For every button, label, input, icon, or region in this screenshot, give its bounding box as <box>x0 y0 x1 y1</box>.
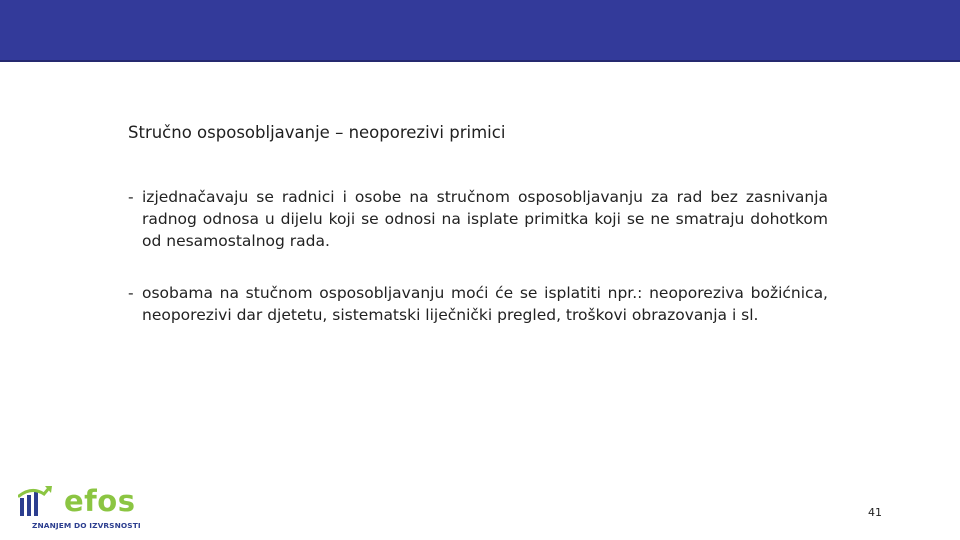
page-number: 41 <box>868 506 882 519</box>
efos-logo <box>18 484 148 532</box>
logo-wordmark: efos <box>64 484 136 518</box>
header-bar <box>0 0 960 62</box>
bullet-marker: - <box>128 188 134 206</box>
bullet-item <box>128 282 828 326</box>
bullet-item <box>128 186 828 252</box>
bullet-text: osobama na stučnom osposobljavanju moći će se isplatiti npr.: neoporeziva božićnica, neoporezivi dar djetetu, sistematski liječnički pregled, troškovi obrazovanja i sl. <box>142 284 828 324</box>
logo-tagline: ZNANJEM DO IZVRSNOSTI <box>32 521 141 530</box>
bullet-list <box>128 186 828 356</box>
bullet-text: izjednačavaju se radnici i osobe na stručnom osposobljavanju za rad bez zasnivanja radnog odnosa u dijelu koji se odnosi na isplate primitka koji se ne smatraju dohotkom od nesamostalnog rada. <box>142 188 828 250</box>
bullet-marker: - <box>128 284 134 302</box>
slide-title: Stručno osposobljavanje – neoporezivi primici <box>128 123 506 142</box>
bar-chart-arrow-icon <box>18 484 70 520</box>
